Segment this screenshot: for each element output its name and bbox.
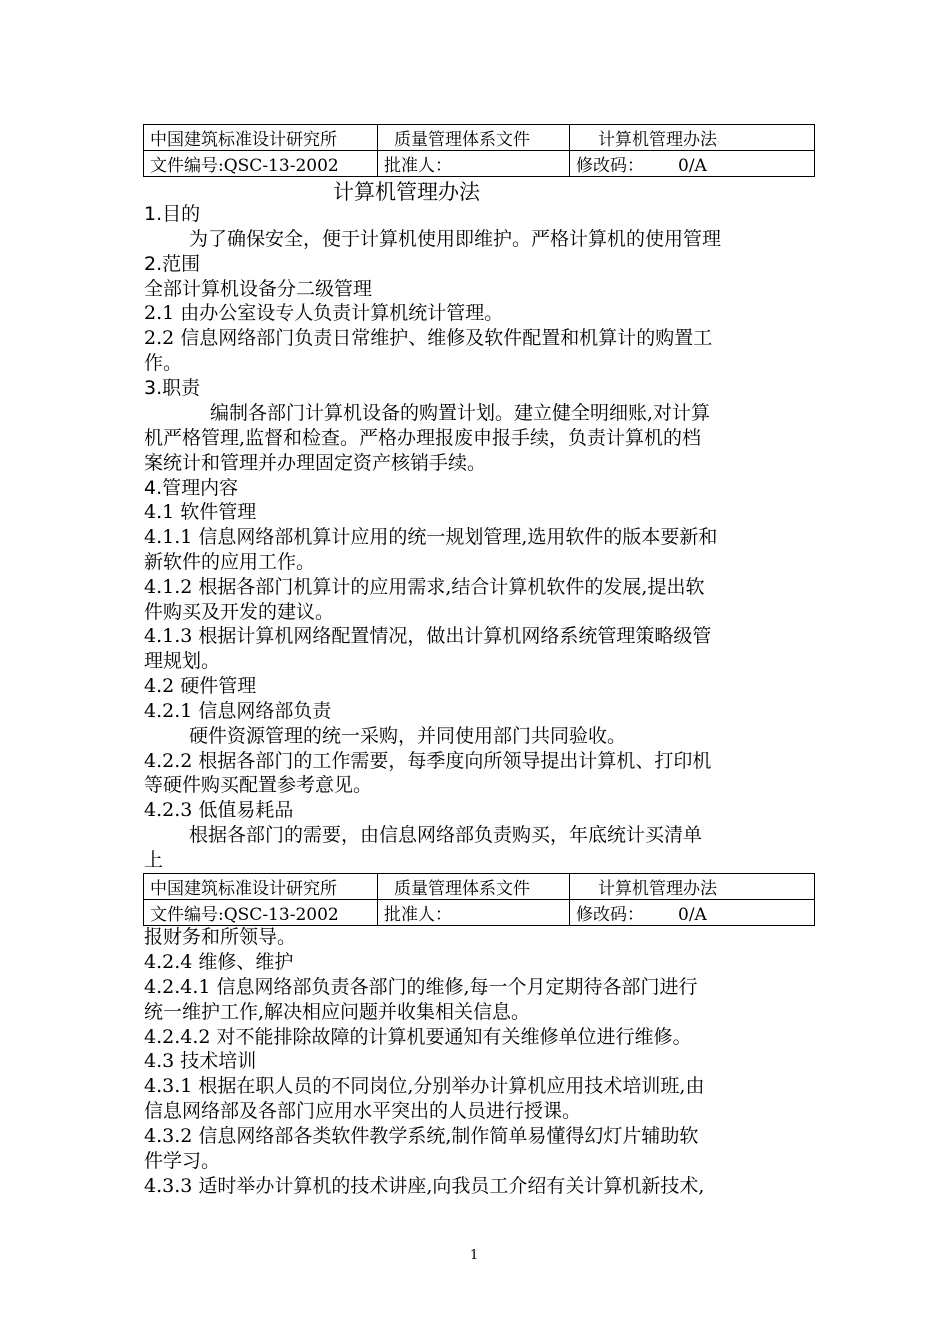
header-revision-label: 修改码： bbox=[576, 905, 644, 925]
paragraph-line: 4.2.1 信息网络部负责 bbox=[144, 700, 332, 722]
header-system: 质量管理体系文件 bbox=[378, 874, 570, 900]
page-number: 1 bbox=[470, 1248, 479, 1263]
section-heading: 2.范围 bbox=[144, 253, 201, 275]
paragraph-line: 件学习。 bbox=[144, 1150, 221, 1172]
paragraph-line: 信息网络部及各部门应用水平突出的人员进行授课。 bbox=[144, 1100, 582, 1122]
paragraph-line: 为了确保安全，便于计算机使用即维护。严格计算机的使用管理 bbox=[189, 228, 722, 250]
paragraph-line: 全部计算机设备分二级管理 bbox=[144, 278, 373, 300]
paragraph-line: 2.2 信息网络部门负责日常维护、维修及软件配置和机算计的购置工 bbox=[144, 327, 713, 349]
paragraph-line: 4.3.2 信息网络部各类软件教学系统,制作简单易懂得幻灯片辅助软 bbox=[144, 1125, 699, 1147]
header-org: 中国建筑标准设计研究所 bbox=[144, 125, 378, 151]
header-doc-name: 计算机管理办法 bbox=[570, 874, 815, 900]
document-title: 计算机管理办法 bbox=[333, 180, 480, 204]
paragraph-line: 4.2.2 根据各部门的工作需要，每季度向所领导提出计算机、打印机 bbox=[144, 750, 712, 772]
paragraph-line: 4.1 软件管理 bbox=[144, 501, 257, 523]
header-revision-label: 修改码： bbox=[576, 156, 644, 176]
paragraph-line: 上 bbox=[144, 849, 164, 871]
header-table-repeat bbox=[143, 873, 815, 926]
paragraph-line: 4.2.4 维修、维护 bbox=[144, 951, 294, 973]
header-revision bbox=[570, 151, 815, 177]
paragraph-line: 4.3.1 根据在职人员的不同岗位,分别举办计算机应用技术培训班,由 bbox=[144, 1075, 705, 1097]
paragraph-line: 案统计和管理并办理固定资产核销手续。 bbox=[144, 452, 487, 474]
paragraph-line: 作。 bbox=[144, 352, 183, 374]
paragraph-line: 4.1.2 根据各部门机算计的应用需求,结合计算机软件的发展,提出软 bbox=[144, 576, 705, 598]
header-org: 中国建筑标准设计研究所 bbox=[144, 874, 378, 900]
header-approver: 批准人： bbox=[378, 900, 570, 926]
paragraph-line: 根据各部门的需要，由信息网络部负责购买，年底统计买清单 bbox=[189, 824, 703, 846]
paragraph-line: 等硬件购买配置参考意见。 bbox=[144, 774, 373, 796]
header-file-no: 文件编号:QSC-13-2002 bbox=[144, 151, 378, 177]
paragraph-line: 统一维护工作,解决相应问题并收集相关信息。 bbox=[144, 1001, 531, 1023]
header-system: 质量管理体系文件 bbox=[378, 125, 570, 151]
paragraph-line: 4.2.3 低值易耗品 bbox=[144, 799, 294, 821]
section-heading: 1.目的 bbox=[144, 203, 201, 225]
header-revision-value: 0/A bbox=[678, 156, 707, 176]
paragraph-line: 报财务和所领导。 bbox=[144, 926, 297, 948]
header-revision bbox=[570, 900, 815, 926]
paragraph-line: 4.2 硬件管理 bbox=[144, 675, 257, 697]
paragraph-line: 件购买及开发的建议。 bbox=[144, 601, 335, 623]
paragraph-line: 新软件的应用工作。 bbox=[144, 551, 316, 573]
header-doc-name: 计算机管理办法 bbox=[570, 125, 815, 151]
paragraph-line: 4.1.3 根据计算机网络配置情况，做出计算机网络系统管理策略级管 bbox=[144, 625, 712, 647]
paragraph-line: 编制各部门计算机设备的购置计划。建立健全明细账,对计算 bbox=[210, 402, 711, 424]
paragraph-line: 4.2.4.2 对不能排除故障的计算机要通知有关维修单位进行维修。 bbox=[144, 1026, 692, 1048]
paragraph-line: 4.3.3 适时举办计算机的技术讲座,向我员工介绍有关计算机新技术, bbox=[144, 1175, 705, 1197]
section-heading: 4.管理内容 bbox=[144, 477, 239, 499]
paragraph-line: 2.1 由办公室设专人负责计算机统计管理。 bbox=[144, 302, 504, 324]
paragraph-line: 4.3 技术培训 bbox=[144, 1050, 257, 1072]
paragraph-line: 硬件资源管理的统一采购，并同使用部门共同验收。 bbox=[189, 725, 627, 747]
paragraph-line: 理规划。 bbox=[144, 650, 221, 672]
section-heading: 3.职责 bbox=[144, 377, 201, 399]
header-revision-value: 0/A bbox=[678, 905, 707, 925]
header-file-no: 文件编号:QSC-13-2002 bbox=[144, 900, 378, 926]
paragraph-line: 4.2.4.1 信息网络部负责各部门的维修,每一个月定期待各部门进行 bbox=[144, 976, 698, 998]
paragraph-line: 4.1.1 信息网络部机算计应用的统一规划管理,选用软件的版本要新和 bbox=[144, 526, 718, 548]
header-approver: 批准人： bbox=[378, 151, 570, 177]
paragraph-line: 机严格管理,监督和检查。严格办理报废申报手续，负责计算机的档 bbox=[144, 427, 702, 449]
header-table bbox=[143, 124, 815, 177]
